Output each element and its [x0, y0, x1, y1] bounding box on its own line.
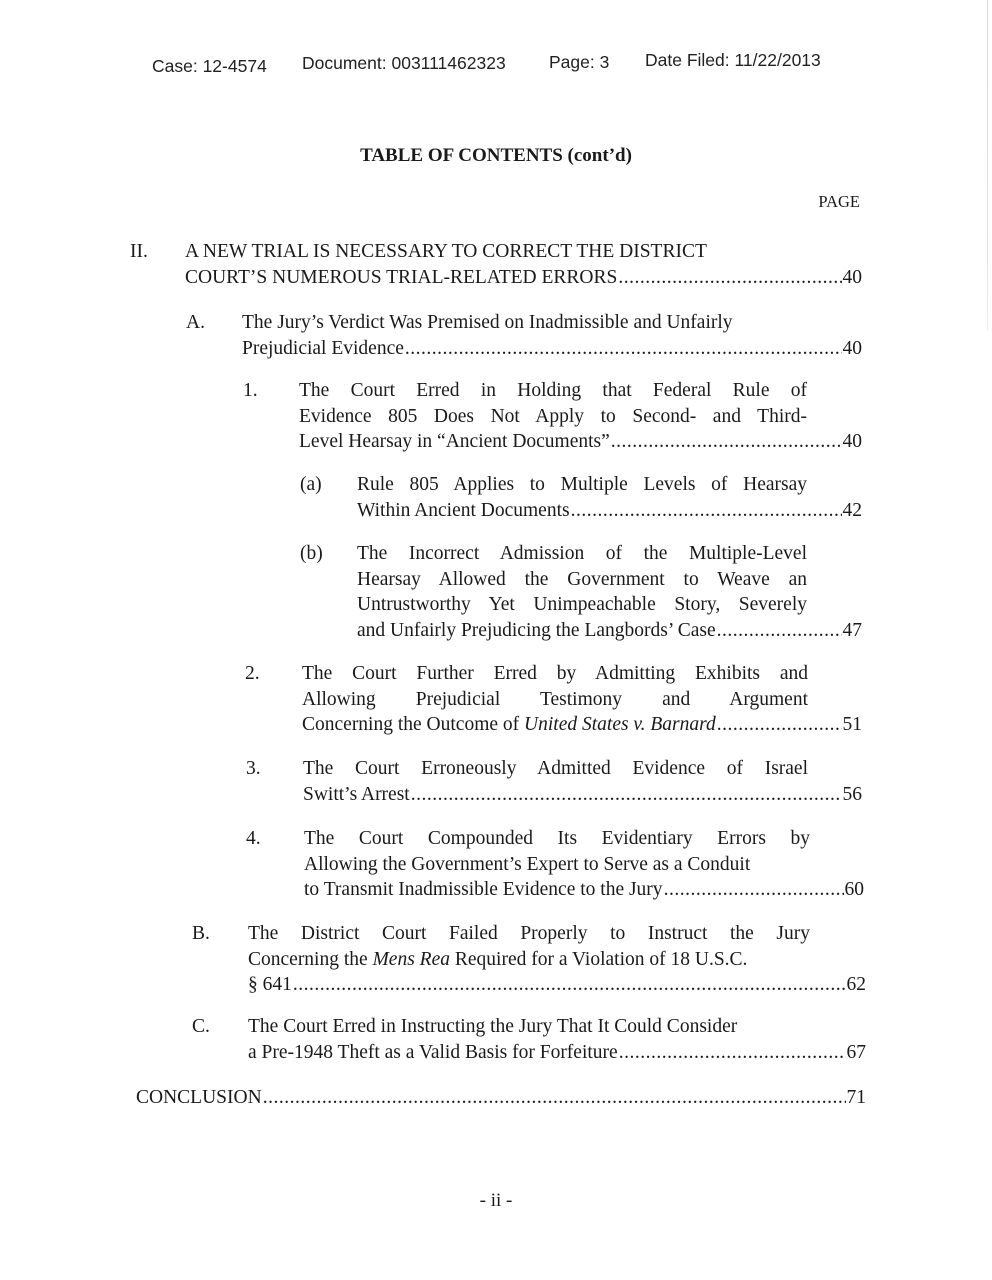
toc-text: Rule 805 Applies to Multiple Levels of Hearsay [357, 474, 807, 495]
toc-label: (a) [300, 474, 322, 495]
case-number: Case: 12-4574 [152, 56, 267, 76]
toc-label: 2. [245, 663, 260, 684]
toc-page-number: 40 [842, 431, 862, 452]
dot-leader [411, 782, 842, 808]
toc-label: (b) [300, 543, 323, 564]
toc-text: Untrustworthy Yet Unimpeachable Story, Severely [357, 594, 807, 615]
toc-text: The Court Erred in Holding that Federal Rule of [299, 380, 807, 401]
toc-text: Allowing the Government’s Expert to Serve as a Conduit [304, 853, 751, 875]
toc-text: The Incorrect Admission of the Multiple-Level [357, 543, 807, 564]
dot-leader [293, 972, 846, 998]
dot-leader [263, 1085, 846, 1111]
toc-text: Concerning the Mens Rea Required for a Violation of 18 U.S.C. [248, 948, 748, 970]
toc-page-number: 47 [842, 619, 862, 641]
dot-leader [664, 877, 844, 903]
toc-text: Allowing Prejudicial Testimony and Argument [302, 688, 808, 710]
toc-page-number: 40 [842, 337, 862, 359]
toc-text: COURT’S NUMEROUS TRIAL-RELATED ERRORS [185, 266, 618, 288]
mens-rea-italic: Mens Rea [372, 948, 450, 970]
toc-text: Level Hearsay in “Ancient Documents” [299, 431, 610, 452]
toc-text: CONCLUSION [136, 1087, 262, 1108]
toc-text: Hearsay Allowed the Government to Weave an [357, 568, 807, 590]
dot-leader [405, 336, 842, 362]
dot-leader [618, 265, 841, 291]
toc-text: Concerning the Outcome of United States v. Barnard [302, 714, 716, 735]
toc-page-number: 71 [846, 1087, 866, 1108]
toc-text: A NEW TRIAL IS NECESSARY TO CORRECT THE DISTRICT [185, 241, 707, 262]
document-number: Document: 003111462323 [302, 53, 506, 73]
page-footer-number: - ii - [479, 1190, 513, 1211]
toc-text: The Court Compounded Its Evidentiary Errors by [304, 828, 810, 849]
toc-text: Within Ancient Documents [357, 499, 570, 521]
toc-label: A. [186, 312, 205, 333]
dot-leader [611, 429, 842, 455]
toc-text: The District Court Failed Properly to Instruct the Jury [248, 923, 810, 944]
dot-leader [619, 1040, 846, 1066]
toc-text: Prejudicial Evidence [242, 337, 404, 359]
dot-leader [717, 618, 842, 644]
toc-entry-conclusion [136, 1085, 866, 1111]
toc-page-number: 60 [844, 879, 864, 900]
toc-page-number: 42 [842, 499, 862, 521]
toc-text: to Transmit Inadmissible Evidence to the Jury [304, 879, 663, 900]
toc-label: II. [130, 241, 148, 262]
toc-text: § 641 [248, 974, 292, 995]
toc-page-number: 51 [842, 714, 862, 735]
toc-text: The Jury’s Verdict Was Premised on Inadmissible and Unfairly [242, 312, 733, 333]
page-title: TABLE OF CONTENTS (cont’d) [360, 145, 632, 166]
toc-text: The Court Further Erred by Admitting Exhibits and [302, 663, 808, 684]
page-number: Page: 3 [549, 52, 610, 72]
toc-label: 4. [246, 828, 261, 849]
toc-label: B. [192, 923, 210, 944]
dot-leader [717, 712, 842, 738]
case-name-italic: United States v. Barnard [524, 714, 716, 735]
toc-page-number: 56 [842, 783, 862, 805]
toc-label: 1. [243, 380, 258, 401]
dot-leader [571, 498, 842, 524]
toc-text: Switt’s Arrest [303, 783, 410, 805]
toc-text: The Court Erroneously Admitted Evidence of Israel [303, 758, 808, 779]
page-column-label: PAGE [818, 192, 860, 211]
toc-text: The Court Erred in Instructing the Jury That It Could Consider [248, 1016, 738, 1037]
toc-text: Evidence 805 Does Not Apply to Second- and Third- [299, 405, 807, 427]
toc-page-number: 62 [846, 974, 866, 995]
date-filed: Date Filed: 11/22/2013 [645, 50, 821, 70]
toc-label: 3. [246, 758, 261, 779]
toc-text: a Pre-1948 Theft as a Valid Basis for Forfeiture [248, 1041, 618, 1063]
toc-label: C. [192, 1016, 210, 1037]
toc-page-number: 40 [842, 266, 862, 288]
toc-text: and Unfairly Prejudicing the Langbords’ Case [357, 619, 716, 641]
toc-page-number: 67 [846, 1041, 866, 1063]
